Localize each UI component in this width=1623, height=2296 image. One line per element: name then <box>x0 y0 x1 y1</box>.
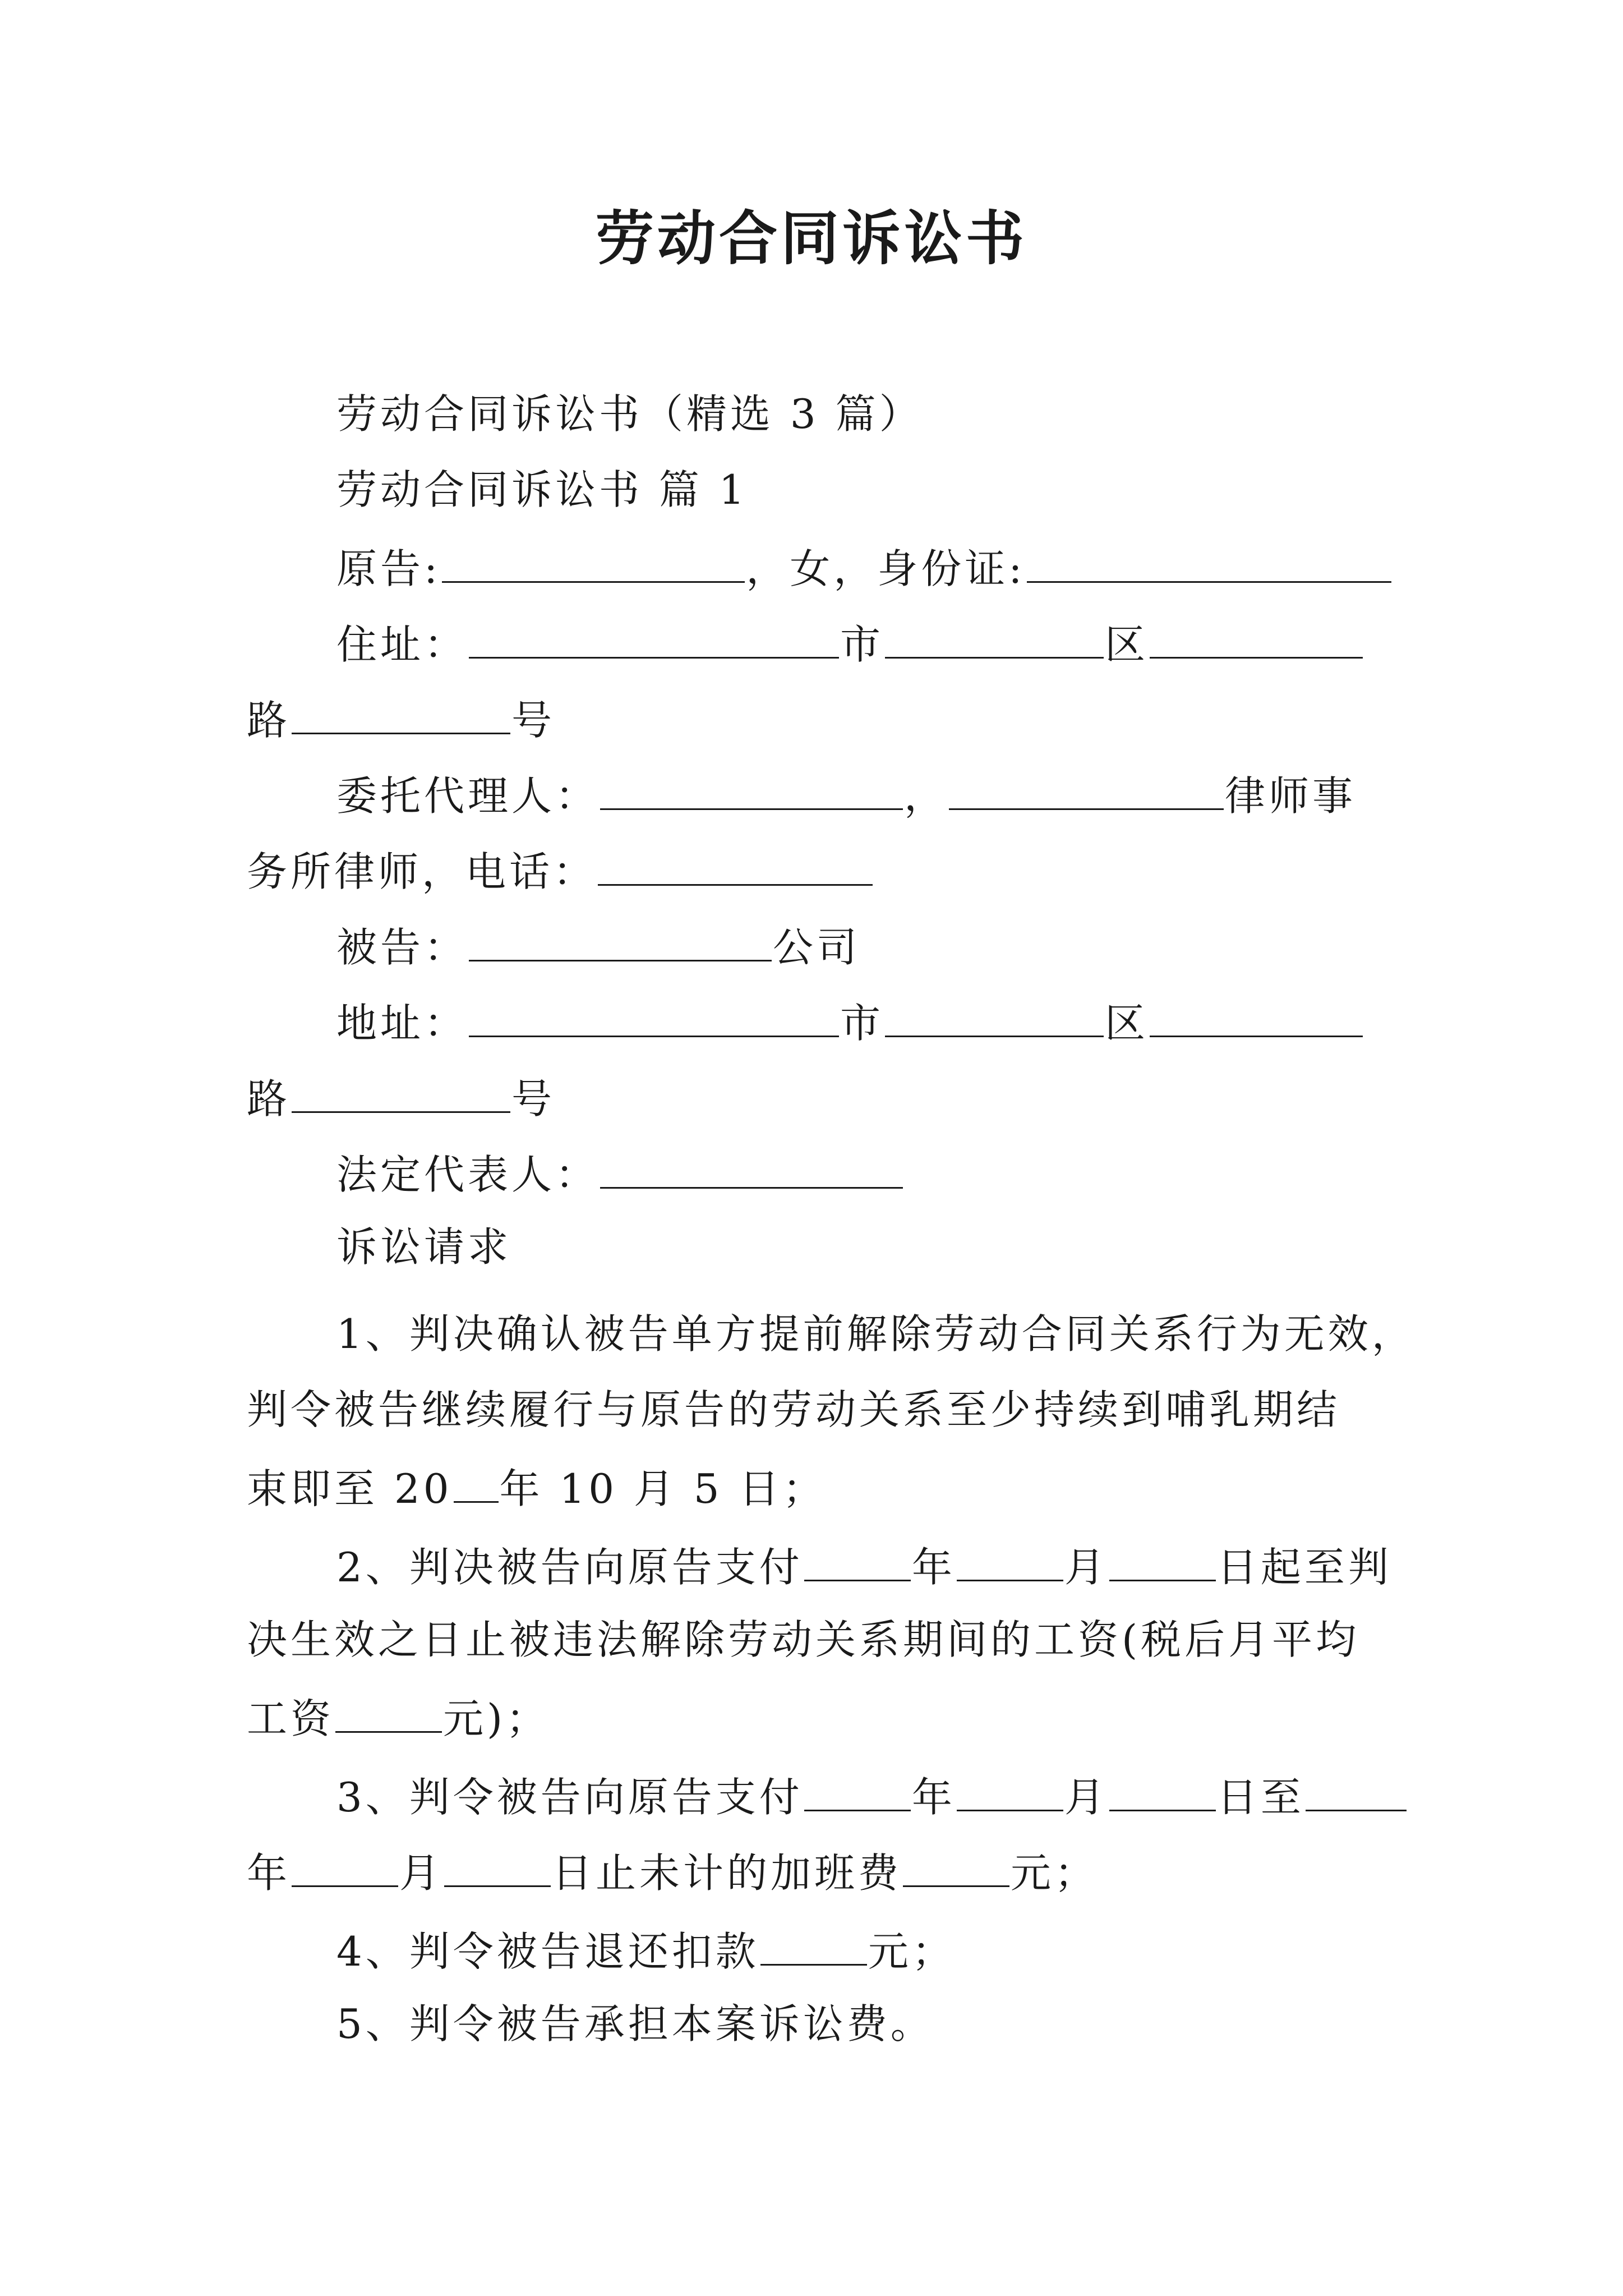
agent-name-blank <box>600 766 903 810</box>
claim3-month: 月 <box>1064 1774 1108 1821</box>
claim2-line1 <box>336 1537 1392 1594</box>
claims-heading: 诉讼请求 <box>336 1223 512 1271</box>
plaintiff-label: 原告: <box>336 545 441 592</box>
claim1-line2: 判令被告继续履行与原告的劳动关系至少持续到哺乳期结 <box>247 1386 1341 1433</box>
claim1-line3-b: 年 10 月 5 日； <box>499 1465 827 1512</box>
address1-district: 区 <box>1105 621 1149 668</box>
plaintiff-id-blank <box>1027 539 1391 583</box>
claim1-line3-a: 束即至 20 <box>247 1465 453 1512</box>
claim3-line1 <box>336 1767 1408 1824</box>
address2-street-blank <box>469 993 839 1037</box>
address1-road-blank <box>292 690 510 734</box>
defendant-label: 被告： <box>336 924 468 971</box>
defendant-company: 公司 <box>773 924 861 971</box>
legal-rep-line <box>336 1144 904 1202</box>
address1-district-blank <box>1150 614 1363 659</box>
address1-city: 市 <box>840 621 884 668</box>
plaintiff-gender-id-label: ，女，身份证: <box>746 545 1026 592</box>
address1-road: 路 <box>247 697 291 744</box>
defendant-address-line <box>336 993 1364 1050</box>
claim2-suffix: 日起至判 <box>1216 1544 1392 1591</box>
document-title: 劳动合同诉讼书 <box>595 204 1027 273</box>
agent-firm: 律师事 <box>1225 772 1357 820</box>
address1-street-blank <box>469 614 839 659</box>
claim1-year-blank <box>454 1458 499 1503</box>
claim3-day-blank <box>1109 1767 1216 1811</box>
address2-number: 号 <box>511 1075 556 1122</box>
claim2-year: 年 <box>911 1544 956 1591</box>
address2-district: 区 <box>1105 1000 1149 1047</box>
claim3-line2-end: 元； <box>1011 1849 1099 1897</box>
agent-firm-cont: 务所律师，电话： <box>247 848 597 895</box>
legal-rep-blank <box>600 1144 903 1189</box>
defendant-address-line-2 <box>247 1069 555 1126</box>
claim2-month-blank <box>957 1537 1063 1581</box>
claim2-line3-a: 工资 <box>247 1695 335 1742</box>
plaintiff-name-blank <box>442 539 745 583</box>
claim3-line2 <box>247 1843 1098 1900</box>
address2-city-blank <box>885 993 1104 1037</box>
legal-rep-label: 法定代表人： <box>336 1151 600 1198</box>
claim3-day-to: 日至 <box>1216 1774 1304 1821</box>
claim5-line: 5、判令被告承担本案诉讼费。 <box>336 2000 934 2047</box>
address1-label: 住址： <box>336 621 468 668</box>
claim3-end-month-blank <box>292 1843 398 1887</box>
address2-label: 地址： <box>336 1000 468 1047</box>
agent-line <box>336 766 1356 823</box>
agent-label: 委托代理人： <box>336 772 600 820</box>
address2-city: 市 <box>840 1000 884 1047</box>
claim2-line2: 决生效之日止被违法解除劳动关系期间的工资(税后月平均 <box>247 1616 1360 1663</box>
address2-road: 路 <box>247 1075 291 1122</box>
claim4-prefix: 4、判令被告退还扣款 <box>336 1928 759 1975</box>
section-heading: 劳动合同诉讼书 篇 1 <box>336 466 748 513</box>
plaintiff-address-line-2 <box>247 690 555 747</box>
claim2-line3 <box>247 1688 550 1746</box>
claim3-end-day-blank <box>444 1843 551 1887</box>
agent-line-2 <box>247 841 874 899</box>
claim3-overtime-blank <box>903 1843 1009 1887</box>
address1-number: 号 <box>511 697 556 744</box>
claim3-line2-text: 日止未计的加班费 <box>552 1849 902 1897</box>
claim1-line1: 1、判决确认被告单方提前解除劳动合同关系行为无效， <box>336 1310 1415 1358</box>
claim3-line2-year: 年 <box>247 1849 291 1897</box>
claim3-line2-month: 月 <box>399 1849 444 1897</box>
claim3-prefix: 3、判令被告向原告支付 <box>336 1774 803 1821</box>
plaintiff-address-line <box>336 614 1364 671</box>
defendant-name-blank <box>469 917 772 961</box>
claim4-line <box>336 1921 956 1978</box>
claim2-month: 月 <box>1064 1544 1108 1591</box>
address1-city-blank <box>885 614 1104 659</box>
claim2-day-blank <box>1109 1537 1216 1581</box>
address2-road-blank <box>292 1069 510 1113</box>
defendant-line <box>336 917 860 974</box>
agent-firm-blank <box>949 766 1224 810</box>
claim2-prefix: 2、判决被告向原告支付 <box>336 1544 803 1591</box>
claim2-line3-b: 元)； <box>443 1695 550 1742</box>
claim2-year-blank <box>804 1537 911 1581</box>
claim2-wage-blank <box>335 1688 442 1733</box>
agent-phone-blank <box>598 841 873 886</box>
subtitle: 劳动合同诉讼书（精选 3 篇） <box>336 390 923 438</box>
claim4-amount-blank <box>760 1921 867 1966</box>
claim3-year: 年 <box>911 1774 956 1821</box>
agent-comma: ， <box>904 772 948 820</box>
claim3-month-blank <box>957 1767 1063 1811</box>
claim3-year-blank <box>804 1767 911 1811</box>
claim4-suffix: 元； <box>868 1928 956 1975</box>
plaintiff-line <box>336 539 1393 596</box>
address2-district-blank <box>1150 993 1363 1037</box>
claim1-line3 <box>247 1458 827 1516</box>
claim3-end-year-blank <box>1306 1767 1407 1811</box>
